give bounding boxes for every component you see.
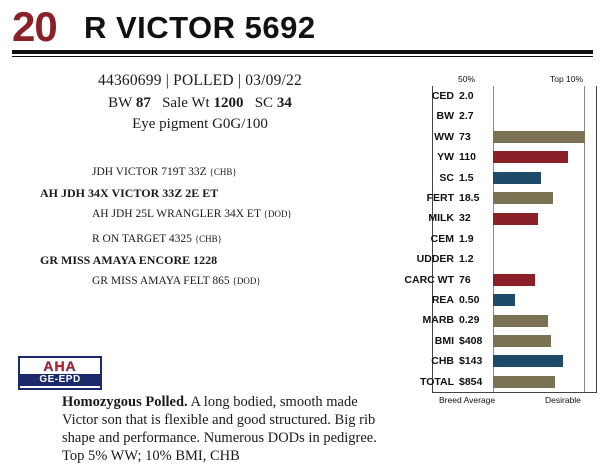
eye-pigment-line: [0, 116, 400, 133]
pedigree-name: R ON TARGET 4325: [92, 233, 192, 245]
chart-bar: [493, 376, 555, 388]
chart-row: [402, 249, 602, 269]
chart-row: [402, 147, 602, 167]
chart-bar: [493, 315, 548, 327]
pedigree-row: [0, 186, 400, 202]
chart-row: [402, 372, 602, 392]
chart-trait-label: SC: [439, 171, 454, 184]
horn-status: POLLED: [173, 72, 234, 89]
chart-trait-label: CEM: [430, 232, 454, 245]
sc-value: 34: [276, 95, 292, 111]
eye-pigment-value: G0G/100: [212, 116, 268, 132]
chart-trait-value: $143: [459, 355, 483, 368]
chart-bar: [493, 151, 568, 163]
chart-top-labels: [402, 74, 602, 86]
chart-trait-label: UDDER: [416, 253, 454, 266]
chart-row: [402, 290, 602, 310]
pedigree-code: {DOD}: [232, 276, 261, 286]
lot-number: 20: [12, 3, 57, 50]
chart-trait-label: FERT: [426, 192, 454, 204]
chart-row: [402, 106, 602, 126]
chart-trait-value: 1.9: [459, 232, 474, 245]
chart-bar: [493, 172, 541, 184]
pedigree-code: {CHB}: [194, 234, 222, 244]
description-body: A long bodied, smooth made Victor son that is flexible and good structured. Big rib shape and performance. Numerous DODs in pedigree. Top 5% WW; 10% BMI, CHB: [62, 394, 377, 464]
birth-date: 03/09/22: [245, 72, 302, 89]
chart-trait-value: 73: [459, 130, 471, 143]
logo-top-text: AHA: [20, 358, 100, 374]
chart-trait-label: YW: [437, 151, 454, 164]
epd-chart: [402, 60, 602, 420]
left-column: [0, 60, 400, 464]
bw-label: BW: [108, 95, 133, 111]
chart-bottom-labels: [402, 395, 602, 409]
animal-name: R VICTOR 5692: [84, 10, 316, 45]
chart-bar: [493, 192, 553, 204]
chart-baseline: [432, 392, 597, 393]
chart-trait-label: WW: [434, 130, 454, 143]
id-separator-2: |: [237, 72, 242, 89]
chart-label-breed-average: Breed Average: [439, 395, 496, 405]
pedigree-name: AH JDH 34X VICTOR 33Z 2E ET: [40, 185, 219, 200]
chart-trait-value: 0.50: [459, 294, 480, 306]
chart-trait-value: $408: [459, 334, 483, 347]
animal-description: [62, 393, 392, 465]
pedigree-row: [0, 165, 400, 180]
chart-trait-label: REA: [431, 294, 454, 306]
chart-row: [402, 208, 602, 228]
header-divider-thin: [12, 56, 593, 57]
pedigree-name: AH JDH 25L WRANGLER 34X ET: [92, 208, 261, 220]
sc-label: SC: [254, 95, 274, 111]
chart-trait-value: 18.5: [459, 192, 480, 204]
chart-row: [402, 168, 602, 188]
pedigree-name: GR MISS AMAYA FELT 865: [92, 275, 230, 287]
pedigree-row: [0, 253, 400, 269]
chart-trait-value: 1.5: [459, 171, 474, 184]
chart-trait-label: BW: [436, 110, 454, 123]
chart-trait-label: TOTAL: [419, 375, 454, 388]
chart-row: [402, 331, 602, 351]
chart-bar: [493, 131, 585, 143]
chart-label-50pct: 50%: [458, 74, 476, 84]
identification-line: [0, 72, 400, 90]
chart-trait-value: $854: [459, 375, 483, 388]
pedigree-block: [0, 165, 400, 295]
chart-row: [402, 270, 602, 290]
chart-trait-value: 0.29: [459, 314, 480, 327]
registration-number: 44360699: [98, 72, 162, 89]
pedigree-row: [0, 232, 400, 247]
chart-trait-value: 110: [459, 151, 476, 164]
chart-label-top10: Top 10%: [550, 74, 584, 84]
eye-pigment-label: Eye pigment: [132, 116, 209, 132]
chart-trait-value: 2.0: [459, 90, 474, 102]
chart-rows: [402, 86, 602, 392]
aha-ge-epd-logo: [18, 356, 102, 390]
chart-trait-label: BMI: [434, 334, 454, 347]
pedigree-row: [0, 274, 400, 289]
sale-weight-label: Sale Wt: [162, 95, 210, 111]
page-header: [0, 3, 605, 54]
chart-bar: [493, 274, 535, 286]
chart-bar: [493, 213, 538, 225]
chart-row: [402, 351, 602, 371]
chart-trait-value: 76: [459, 273, 471, 286]
chart-bar: [493, 335, 551, 347]
chart-row: [402, 310, 602, 330]
pedigree-code: {DOD}: [263, 209, 292, 219]
chart-row: [402, 188, 602, 208]
chart-trait-label: MILK: [428, 212, 454, 225]
pedigree-code: {CHB}: [209, 167, 237, 177]
pedigree-row: [0, 207, 400, 222]
pedigree-name: GR MISS AMAYA ENCORE 1228: [40, 252, 218, 267]
chart-trait-label: MARB: [422, 314, 454, 327]
logo-bottom-text: GE-EPD: [20, 374, 100, 386]
chart-bar: [493, 294, 515, 306]
chart-trait-label: CARC WT: [404, 273, 454, 286]
chart-trait-value: 2.7: [459, 110, 474, 123]
chart-trait-label: CHB: [431, 355, 454, 368]
sale-weight-value: 1200: [213, 95, 244, 111]
chart-row: [402, 127, 602, 147]
chart-trait-value: 1.2: [459, 253, 474, 266]
chart-row: [402, 229, 602, 249]
header-divider-thick: [12, 50, 593, 54]
chart-trait-value: 32: [459, 212, 471, 225]
chart-label-desirable: Desirable: [545, 395, 581, 405]
chart-trait-label: CED: [431, 90, 454, 102]
pedigree-name: JDH VICTOR 719T 33Z: [92, 166, 207, 178]
bw-value: 87: [135, 95, 151, 111]
chart-bar: [493, 355, 563, 367]
stats-line: [0, 95, 400, 112]
description-lead: Homozygous Polled.: [62, 394, 188, 410]
chart-row: [402, 86, 602, 106]
id-separator-1: |: [165, 72, 170, 89]
